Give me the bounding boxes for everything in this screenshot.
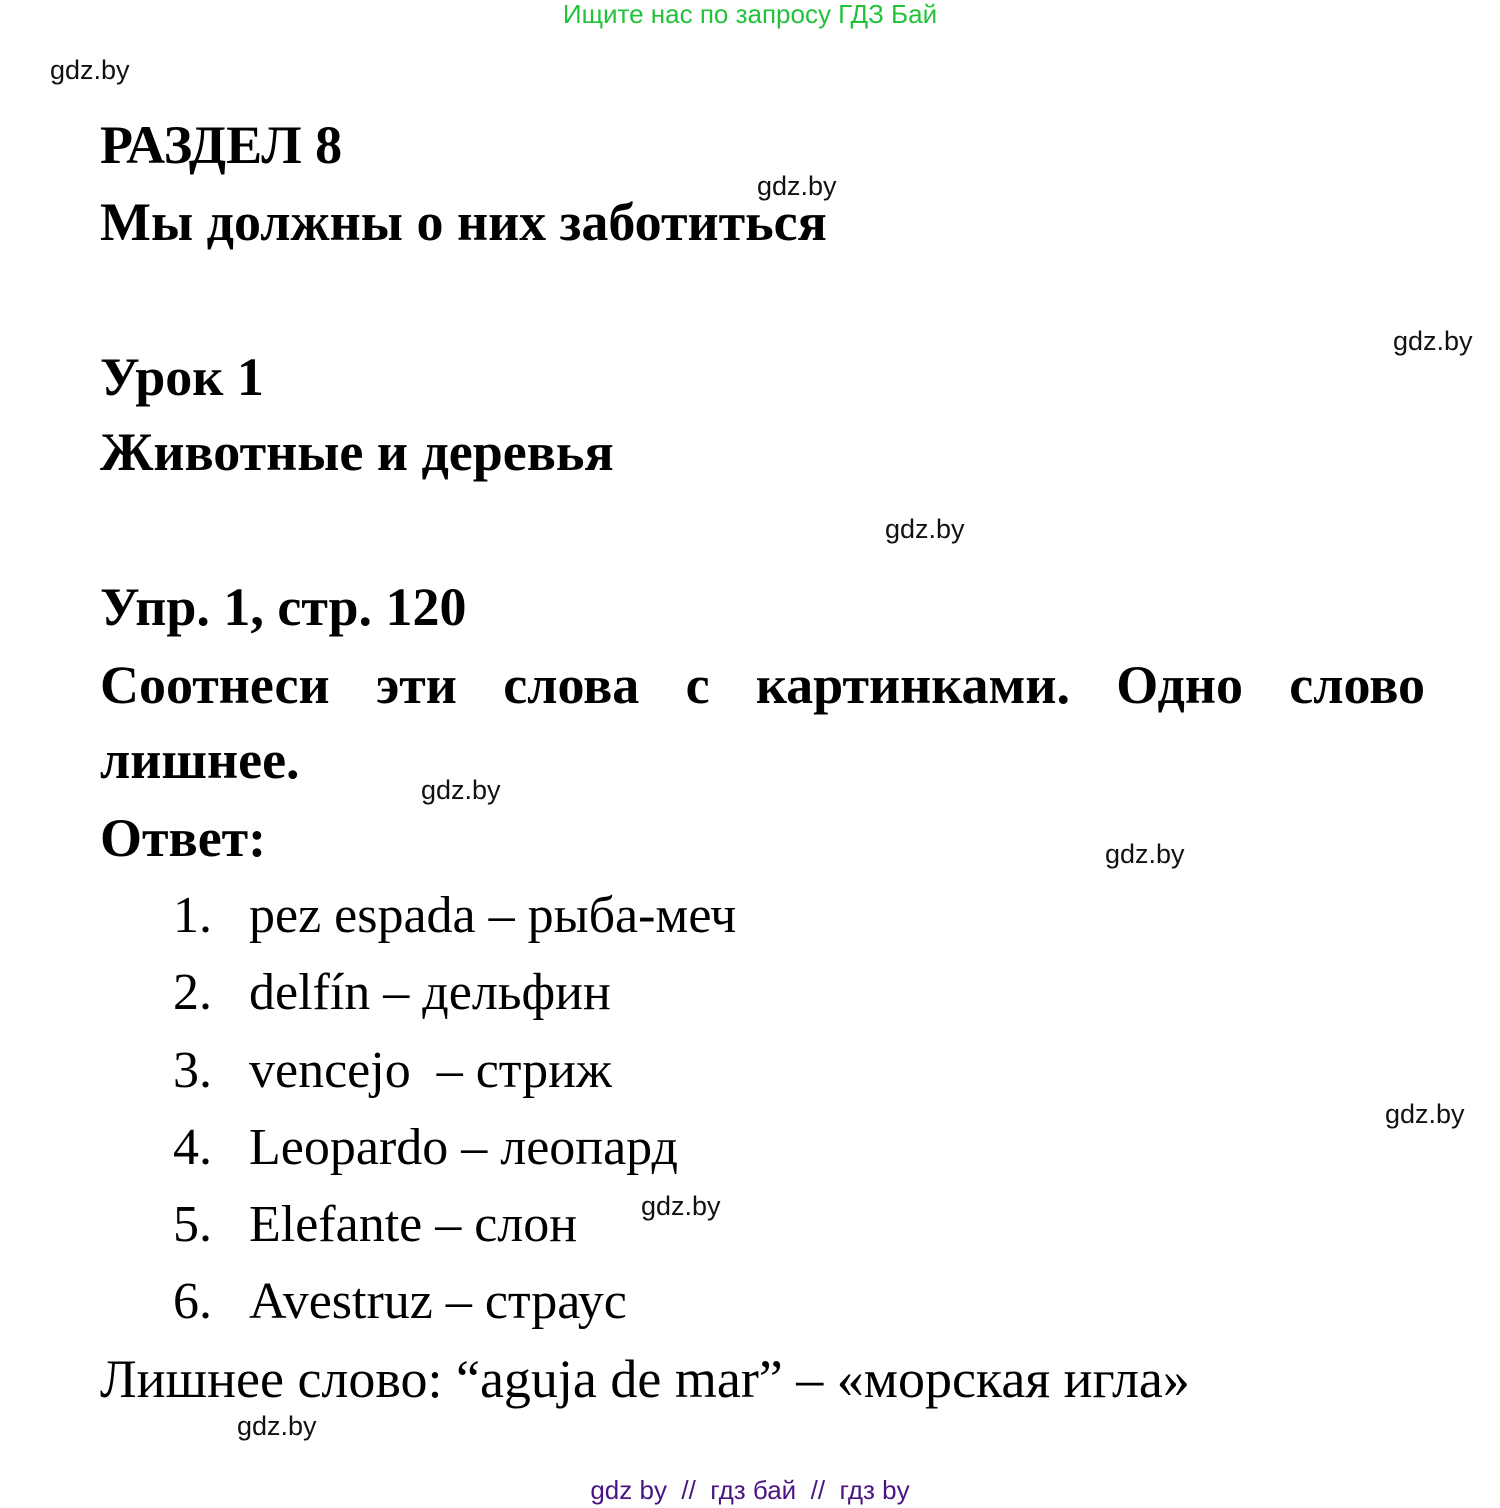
lesson-title: Урок 1 [100,347,264,407]
answer-item [173,1196,578,1253]
answer-item [173,1273,627,1330]
answer-item [173,887,737,944]
answer-number: 2. [173,964,212,1021]
watermark: gdz.by [50,55,130,85]
answer-number: 5. [173,1196,212,1253]
section-title: РАЗДЕЛ 8 [100,115,343,175]
answer-text: vencejo – стриж [249,1042,612,1099]
task-text: Соотнеси эти слова с картинками. Одно слово [100,655,1425,715]
answer-item [173,964,611,1021]
answer-label: Ответ: [100,808,267,868]
answer-text: pez espada – рыба-меч [249,887,737,944]
watermark: gdz.by [1385,1099,1465,1129]
watermark: gdz.by [421,775,501,805]
answer-text: Leopardo – леопард [249,1119,678,1176]
answer-text: Elefante – слон [249,1196,578,1253]
answer-number: 1. [173,887,212,944]
watermark: gdz.by [757,171,837,201]
lesson-subtitle: Животные и деревья [100,422,614,482]
answer-item [173,1119,678,1176]
watermark: gdz.by [641,1191,721,1221]
watermark: gdz.by [885,514,965,544]
answer-item [173,1042,612,1099]
extra-word: Лишнее слово: “aguja de mar” – «морская игла» [100,1349,1190,1409]
answer-number: 6. [173,1273,212,1330]
search-banner-link[interactable]: Ищите нас по запросу ГДЗ Бай [562,0,938,29]
watermark: gdz.by [1105,839,1185,869]
answer-number: 3. [173,1042,212,1099]
section-subtitle: Мы должны о них заботиться [100,192,827,252]
task-text-cont: лишнее. [100,730,300,790]
exercise-title: Упр. 1, стр. 120 [100,577,467,637]
answer-text: delfín – дельфин [249,964,611,1021]
answer-number: 4. [173,1119,212,1176]
answer-text: Avestruz – страус [249,1273,627,1330]
watermark: gdz.by [1393,326,1473,356]
footer-links[interactable]: gdz by // гдз бай // гдз by [590,1475,910,1505]
watermark: gdz.by [237,1411,317,1441]
